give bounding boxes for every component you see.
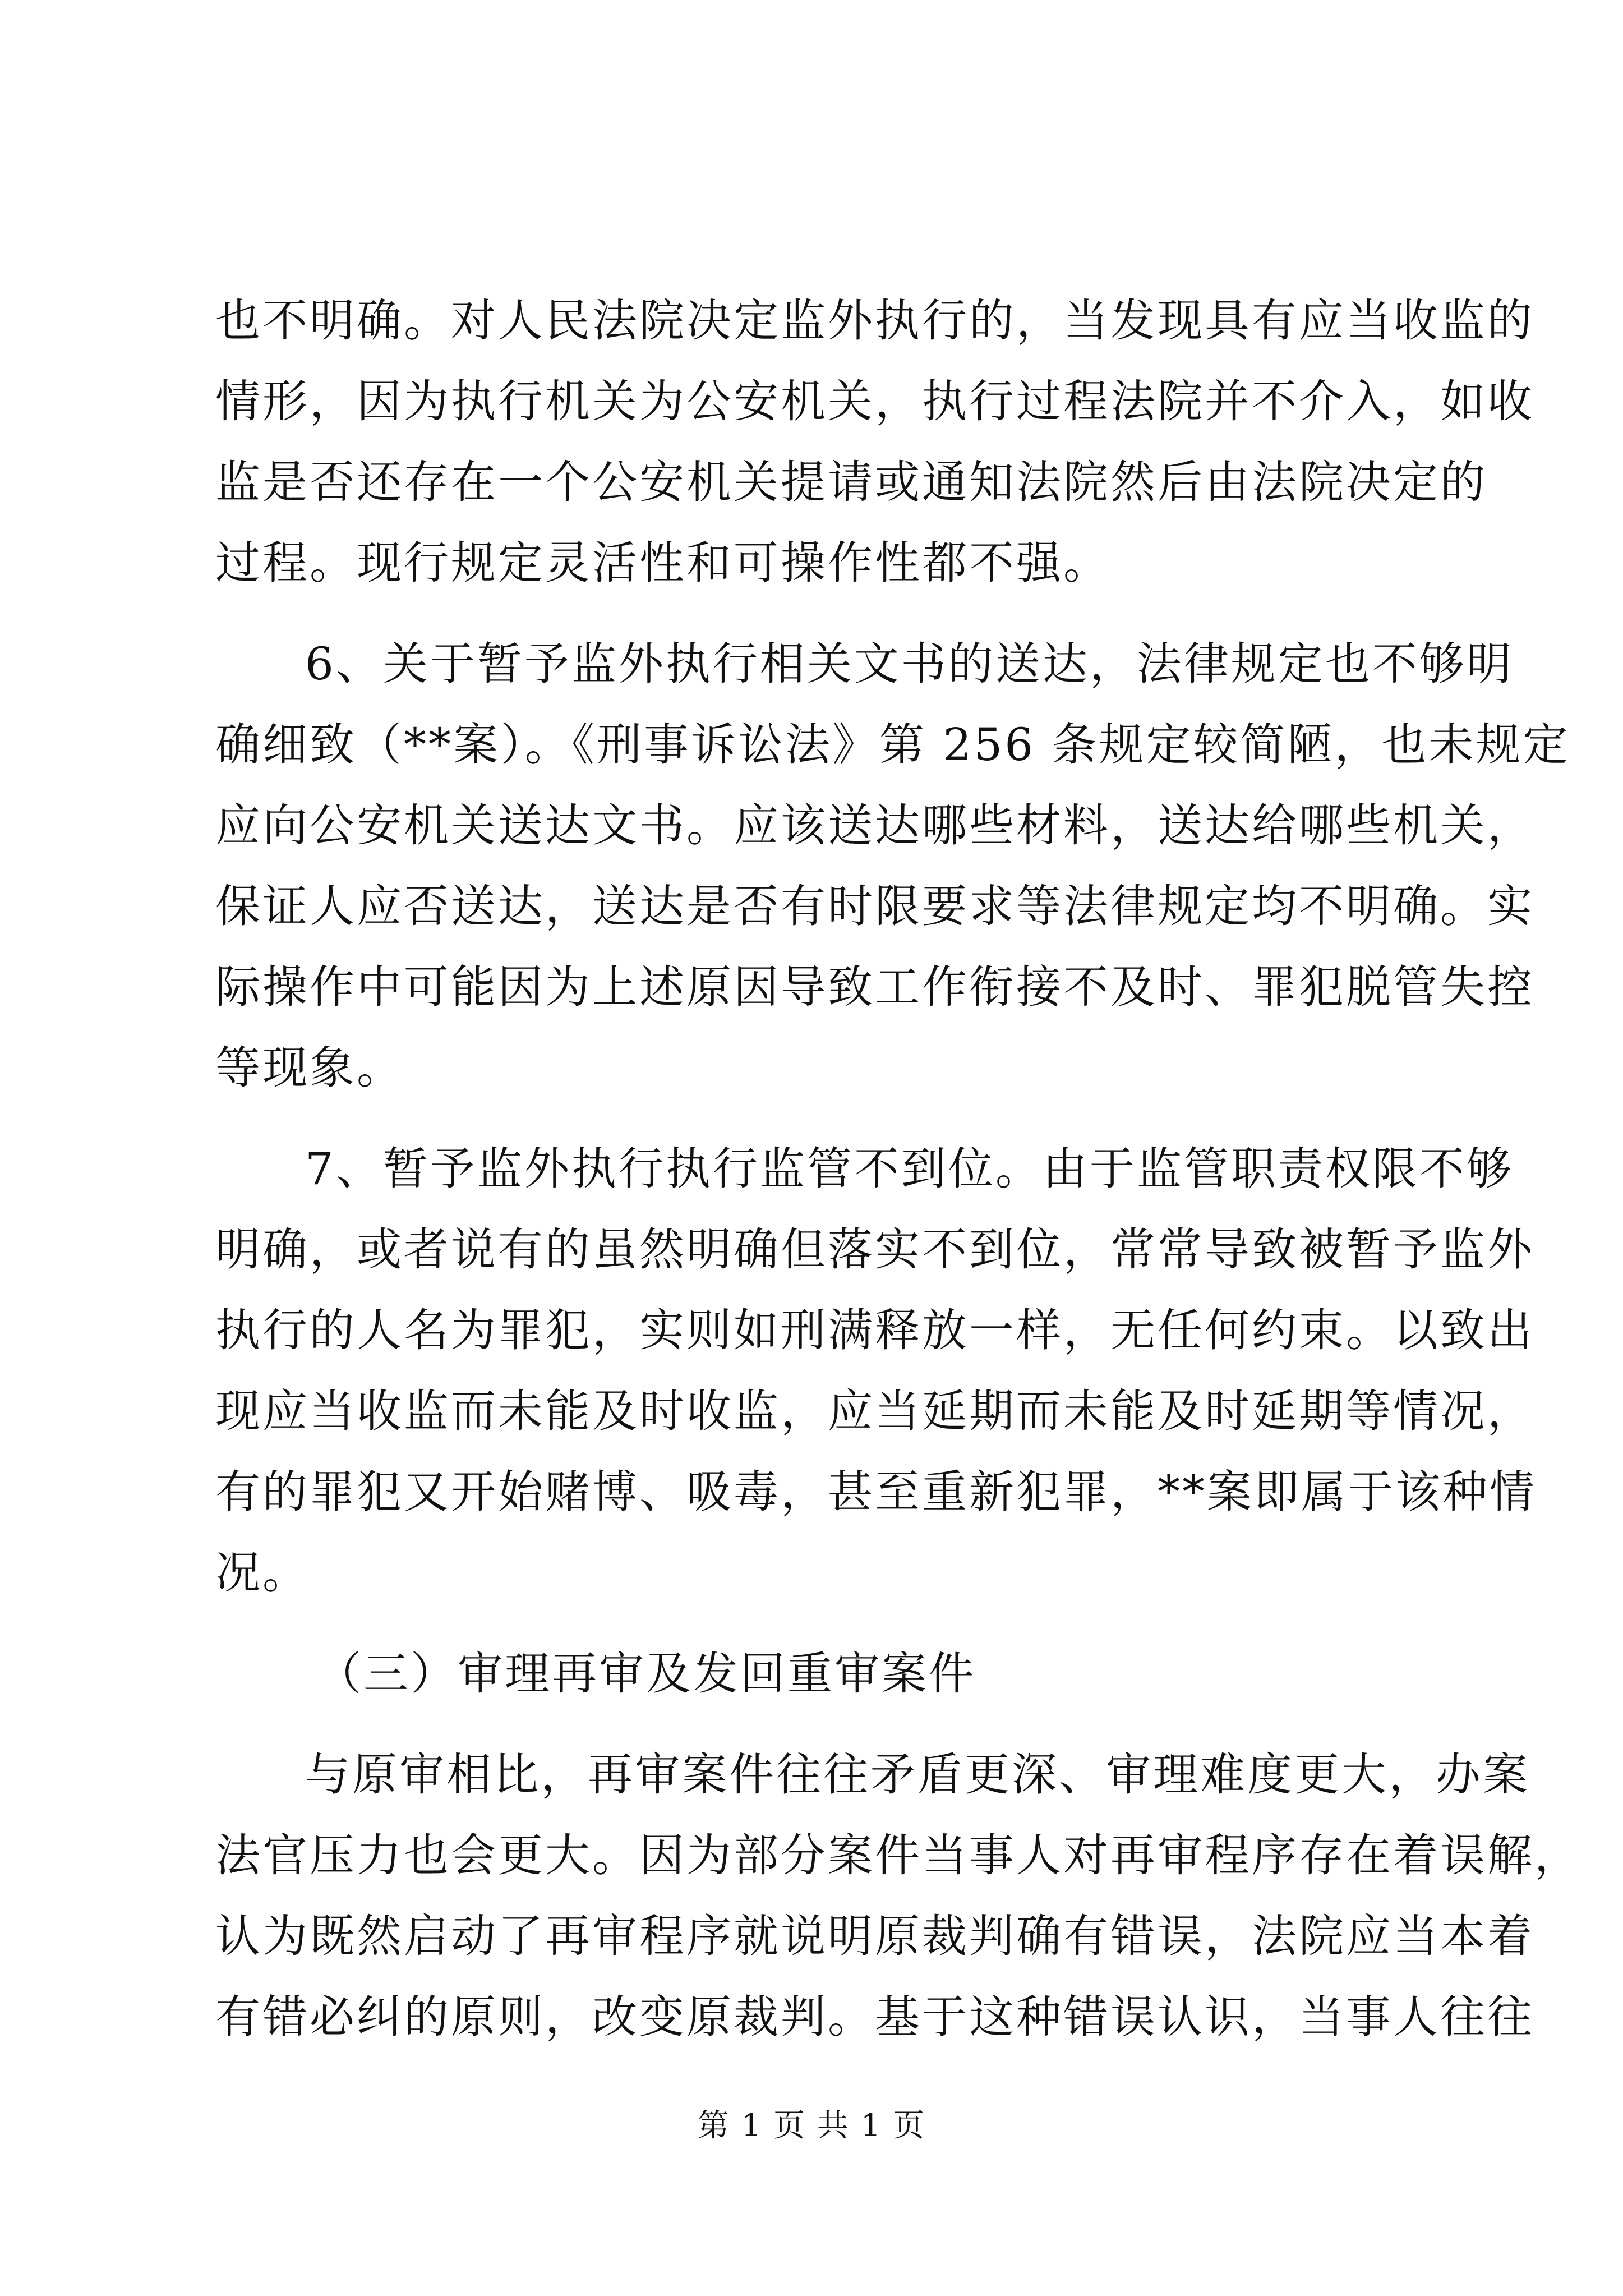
text-line: 确细致（**案）。《刑事诉讼法》第 256 条规定较简陋，也未规定 <box>215 719 1570 771</box>
text-line: 有错必纠的原则，改变原裁判。基于这种错误认识，当事人往往 <box>215 1991 1534 2043</box>
text-line: 保证人应否送达，送达是否有时限要求等法律规定均不明确。实 <box>215 880 1534 932</box>
text-line: 过程。现行规定灵活性和可操作性都不强。 <box>215 537 1110 589</box>
document-body <box>215 280 1581 2058</box>
text-line: 有的罪犯又开始赌博、吸毒，甚至重新犯罪，**案即属于该种情 <box>215 1466 1537 1518</box>
text-line: 明确，或者说有的虽然明确但落实不到位，常常导致被暂予监外 <box>215 1223 1534 1276</box>
paragraph-7-first-line: 7、暂予监外执行执行监管不到位。由于监管职责权限不够 <box>305 1143 1514 1195</box>
text-line: 也不明确。对人民法院决定监外执行的，当发现具有应当收监的 <box>215 295 1534 347</box>
paragraph-first-line: 与原审相比，再审案件往往矛盾更深、审理难度更大，办案 <box>305 1749 1530 1801</box>
text-line: 执行的人名为罪犯，实则如刑满释放一样，无任何约束。以致出 <box>215 1304 1534 1356</box>
text-line: 应向公安机关送达文书。应该送达哪些材料，送达给哪些机关， <box>215 799 1534 852</box>
text-line: 法官压力也会更大。因为部分案件当事人对再审程序存在着误解， <box>215 1829 1581 1881</box>
page-footer: 第 1 页 共 1 页 <box>697 2108 926 2144</box>
paragraph-6-first-line: 6、关于暂予监外执行相关文书的送达，法律规定也不够明 <box>305 638 1514 690</box>
section-heading: （三）审理再审及发回重审案件 <box>316 1648 976 1700</box>
text-line: 现应当收监而未能及时收监，应当延期而未能及时延期等情况， <box>215 1385 1534 1437</box>
text-line: 况。 <box>215 1547 310 1599</box>
text-line: 情形，因为执行机关为公安机关，执行过程法院并不介入，如收 <box>215 375 1534 427</box>
text-line: 等现象。 <box>215 1042 404 1094</box>
text-line: 认为既然启动了再审程序就说明原裁判确有错误，法院应当本着 <box>215 1910 1534 1962</box>
text-line: 监是否还存在一个公安机关提请或通知法院然后由法院决定的 <box>215 456 1487 508</box>
text-line: 际操作中可能因为上述原因导致工作衔接不及时、罪犯脱管失控 <box>215 961 1534 1013</box>
